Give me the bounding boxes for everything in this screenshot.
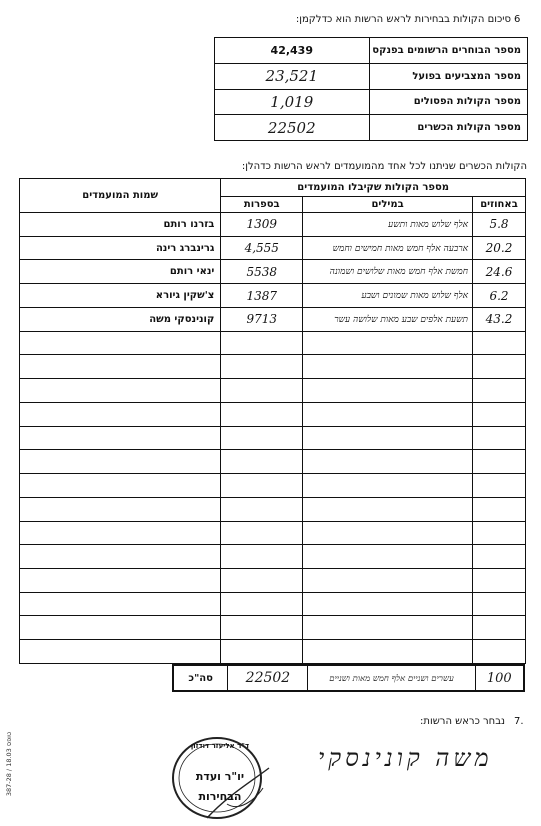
candidate-percent: 5.8 (473, 213, 526, 237)
stamp-bottom-text: הבחירות (198, 790, 242, 803)
empty-cell (473, 450, 526, 474)
empty-cell (221, 569, 303, 593)
candidate-digits: 1309 (221, 213, 303, 237)
committee-stamp (167, 726, 271, 822)
summary-label: מספר הבוחרים הרשומים בפנקס (369, 38, 527, 64)
section6-heading: סיכום הקולות בבחירות לראש הרשות הוא כדלקמן: (295, 14, 511, 25)
empty-cell (473, 331, 526, 355)
empty-row (20, 426, 526, 450)
empty-row (20, 402, 526, 426)
elected-name: משה קונינסקי (318, 744, 493, 772)
candidate-row (20, 260, 526, 284)
candidate-row (20, 236, 526, 260)
empty-cell (20, 640, 221, 664)
empty-cell (221, 379, 303, 403)
empty-row (20, 379, 526, 403)
empty-cell (303, 569, 473, 593)
header-votes: מספר הקולות שקיבלו המועמדים (221, 179, 526, 197)
empty-cell (473, 521, 526, 545)
candidate-name: קונינסקי משה (20, 307, 221, 331)
candidate-percent: 24.6 (473, 260, 526, 284)
candidate-name: צ'שקין גיורא (20, 284, 221, 308)
header-words: במילים (303, 197, 473, 213)
header-names: שמות המועמדים (20, 179, 221, 213)
empty-row (20, 545, 526, 569)
empty-cell (20, 497, 221, 521)
empty-cell (473, 640, 526, 664)
summary-row (215, 38, 528, 64)
section7-heading: נבחר כראש הרשות: (420, 716, 505, 727)
candidate-words: תשעת אלפים שבע מאות שלושה עשר (303, 307, 473, 331)
empty-cell (221, 640, 303, 664)
empty-cell (221, 426, 303, 450)
candidate-percent: 20.2 (473, 236, 526, 260)
candidate-percent: 43.2 (473, 307, 526, 331)
empty-cell (473, 545, 526, 569)
section7-number: 7. (514, 716, 524, 727)
summary-label: מספר המצביעים בפועל (369, 63, 527, 89)
empty-cell (303, 640, 473, 664)
empty-cell (473, 402, 526, 426)
empty-cell (473, 426, 526, 450)
stamp-middle-text: יו"ר ועדת (195, 770, 245, 783)
candidate-row (20, 213, 526, 237)
empty-row (20, 474, 526, 498)
summary-table (214, 37, 528, 141)
empty-cell (473, 474, 526, 498)
empty-cell (221, 450, 303, 474)
total-percent: 100 (475, 666, 523, 690)
candidate-row (20, 307, 526, 331)
total-row (172, 664, 525, 692)
stamp-top-text: ד"ר אליעזר דודזון (190, 742, 250, 750)
summary-row (215, 115, 528, 141)
empty-cell (303, 355, 473, 379)
empty-row (20, 592, 526, 616)
candidate-digits: 5538 (221, 260, 303, 284)
empty-cell (303, 545, 473, 569)
side-form-code: 387-28 / טופס 18.03 (5, 731, 13, 797)
empty-cell (303, 592, 473, 616)
section6-number: 6 (514, 14, 521, 25)
empty-cell (221, 545, 303, 569)
empty-row (20, 616, 526, 640)
candidate-words: חמשת אלף חמש מאות שלושים ושמונה (303, 260, 473, 284)
summary-value: 42,439 (215, 38, 370, 64)
empty-cell (303, 474, 473, 498)
header-percent: באחוזים (473, 197, 526, 213)
empty-cell (303, 521, 473, 545)
empty-cell (221, 521, 303, 545)
empty-cell (473, 355, 526, 379)
empty-cell (303, 379, 473, 403)
header-digits: בספרות (221, 197, 303, 213)
empty-row (20, 355, 526, 379)
empty-cell (303, 497, 473, 521)
empty-cell (303, 426, 473, 450)
empty-cell (221, 402, 303, 426)
candidate-name: ינאי רותם (20, 260, 221, 284)
empty-cell (20, 426, 221, 450)
summary-label: מספר הקולות הפסולים (369, 89, 527, 115)
candidate-digits: 9713 (221, 307, 303, 331)
empty-cell (473, 569, 526, 593)
empty-cell (473, 379, 526, 403)
summary-value: 1,019 (215, 89, 370, 115)
empty-row (20, 521, 526, 545)
empty-row (20, 450, 526, 474)
empty-cell (20, 450, 221, 474)
empty-cell (20, 474, 221, 498)
empty-cell (473, 497, 526, 521)
candidate-percent: 6.2 (473, 284, 526, 308)
empty-row (20, 497, 526, 521)
empty-cell (221, 616, 303, 640)
empty-row (20, 640, 526, 664)
empty-cell (221, 592, 303, 616)
candidates-heading: הקולות הכשרים שניתנו לכל אחד מהמועמדים לראש הרשות כדהלן: (241, 161, 527, 172)
empty-cell (20, 402, 221, 426)
empty-row (20, 569, 526, 593)
total-label: סה"כ (188, 672, 213, 684)
candidate-words: ארבעה אלף חמש מאות חמישים וחמש (303, 236, 473, 260)
empty-cell (221, 331, 303, 355)
empty-cell (20, 592, 221, 616)
candidate-name: גרינברג רינה (20, 236, 221, 260)
empty-cell (20, 379, 221, 403)
summary-value: 22502 (215, 115, 370, 141)
candidate-words: אלף שלוש מאות שמונים ושבע (303, 284, 473, 308)
summary-row (215, 89, 528, 115)
candidate-digits: 1387 (221, 284, 303, 308)
empty-cell (20, 569, 221, 593)
empty-cell (20, 545, 221, 569)
candidate-digits: 4,555 (221, 236, 303, 260)
empty-cell (473, 616, 526, 640)
empty-cell (20, 616, 221, 640)
empty-cell (221, 355, 303, 379)
empty-cell (20, 355, 221, 379)
empty-cell (221, 474, 303, 498)
candidate-name: בזרנו רותם (20, 213, 221, 237)
empty-row (20, 331, 526, 355)
empty-cell (221, 497, 303, 521)
total-words: עשרים ושניים אלף חמש מאות ושניים (307, 666, 474, 690)
summary-row (215, 63, 528, 89)
summary-value: 23,521 (215, 63, 370, 89)
summary-label: מספר הקולות הכשרים (369, 115, 527, 141)
empty-cell (303, 331, 473, 355)
empty-cell (20, 331, 221, 355)
empty-cell (303, 402, 473, 426)
empty-cell (303, 450, 473, 474)
empty-cell (20, 521, 221, 545)
total-digits: 22502 (227, 666, 307, 690)
candidate-words: אלף שלוש מאות ותשע (303, 213, 473, 237)
empty-cell (303, 616, 473, 640)
candidate-row (20, 284, 526, 308)
empty-cell (473, 592, 526, 616)
candidates-table (19, 178, 526, 664)
